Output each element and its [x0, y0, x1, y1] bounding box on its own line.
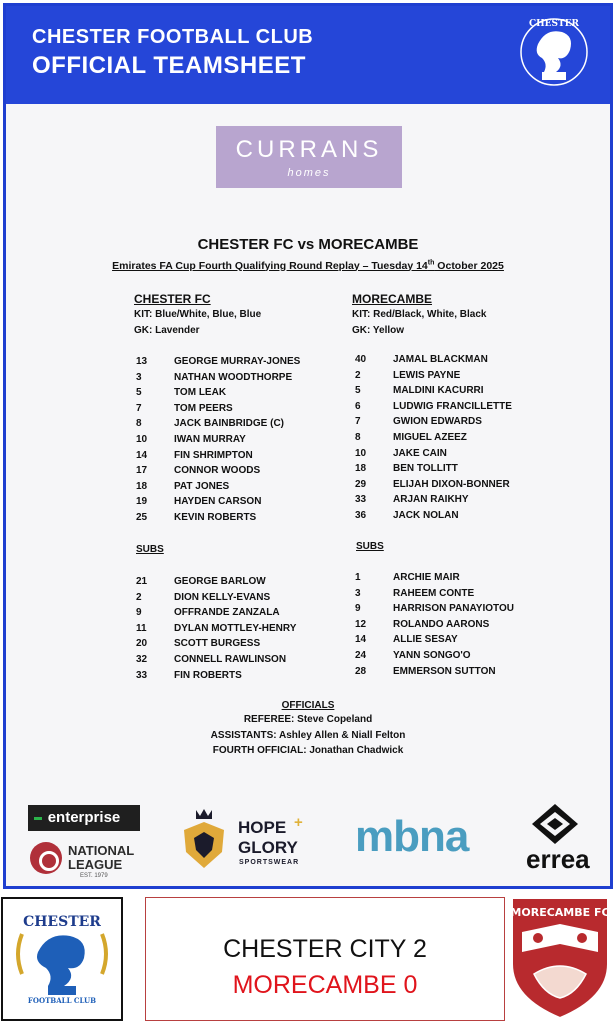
- player-name: BEN TOLLITT: [393, 463, 458, 475]
- player-number: 32: [136, 653, 148, 665]
- player-row: [355, 510, 555, 526]
- player-name: PAT JONES: [174, 480, 230, 492]
- away-result: MORECAMBE 0: [232, 971, 418, 999]
- player-row: [355, 479, 555, 495]
- player-row: [136, 576, 336, 592]
- player-number: 17: [136, 465, 148, 477]
- player-row: [136, 512, 336, 528]
- away-starting-xi: [355, 354, 555, 526]
- morecambe-crest-title: MORECAMBE FC: [510, 906, 610, 919]
- player-number: 2: [136, 591, 142, 603]
- away-team-info: [352, 292, 486, 340]
- player-row: [136, 434, 336, 450]
- match-subtitle: Emirates FA Cup Fourth Qualifying Round Replay – Tuesday 14th October 2025: [112, 259, 504, 272]
- player-number: 10: [136, 433, 148, 445]
- chester-lion-crest-icon: [8, 904, 116, 1014]
- player-row: [355, 650, 555, 666]
- enterprise-text: enterprise: [47, 809, 121, 826]
- player-number: 7: [355, 416, 361, 428]
- player-name: JACK NOLAN: [393, 509, 459, 521]
- player-row: [355, 385, 555, 401]
- player-number: 33: [355, 494, 367, 506]
- player-name: HAYDEN CARSON: [174, 496, 262, 508]
- player-name: DION KELLY-EVANS: [174, 591, 271, 603]
- player-row: [355, 572, 555, 588]
- player-number: 7: [136, 402, 142, 414]
- chester-lion-crest-icon: [518, 14, 590, 94]
- player-number: 29: [355, 478, 367, 490]
- player-name: ELIJAH DIXON-BONNER: [393, 478, 510, 490]
- player-number: 3: [136, 371, 142, 383]
- hope-plus: +: [294, 814, 303, 831]
- officials-block: [6, 700, 610, 761]
- currans-sponsor-logo: [216, 126, 402, 188]
- svg-text:CHESTER: CHESTER: [528, 19, 580, 29]
- player-name: FIN SHRIMPTON: [174, 449, 253, 461]
- teamsheet-title: OFFICIAL TEAMSHEET: [32, 52, 306, 79]
- player-row: [136, 654, 336, 670]
- morecambe-crest-icon: [506, 894, 614, 1022]
- player-number: 5: [355, 385, 361, 397]
- player-number: 33: [136, 669, 148, 681]
- teamsheet-header: [6, 6, 610, 104]
- player-number: 10: [355, 447, 367, 459]
- home-gk-kit: GK: Lavender: [134, 325, 200, 336]
- player-number: 8: [136, 418, 142, 430]
- national-league-est: EST. 1979: [80, 873, 108, 879]
- player-name: ARCHIE MAIR: [393, 572, 460, 583]
- player-number: 5: [136, 387, 142, 399]
- player-number: 11: [136, 622, 147, 634]
- sponsor-sub: homes: [287, 167, 331, 179]
- sponsor-name: CURRANS: [235, 136, 383, 163]
- player-row: [136, 450, 336, 466]
- player-name: GEORGE BARLOW: [174, 576, 266, 587]
- player-name: JAKE CAIN: [393, 447, 447, 459]
- player-name: ALLIE SESAY: [393, 634, 458, 646]
- player-row: [136, 623, 336, 639]
- player-name: EMMERSON SUTTON: [393, 665, 496, 677]
- player-number: 6: [355, 400, 361, 412]
- player-name: GEORGE MURRAY-JONES: [174, 356, 301, 367]
- player-number: 25: [136, 511, 148, 523]
- player-name: TOM LEAK: [174, 387, 227, 399]
- home-kit: KIT: Blue/White, Blue, Blue: [134, 309, 262, 320]
- officials-heading: OFFICIALS: [281, 700, 335, 711]
- player-name: LEWIS PAYNE: [393, 369, 461, 381]
- home-team-name: CHESTER FC: [134, 292, 211, 306]
- player-number: 9: [355, 603, 361, 615]
- player-row: [355, 588, 555, 604]
- player-number: 21: [136, 576, 148, 587]
- match-title: CHESTER FC vs MORECAMBE: [197, 236, 419, 253]
- home-starting-xi: [136, 356, 336, 528]
- player-row: [355, 432, 555, 448]
- player-number: 28: [355, 665, 367, 677]
- player-row: [355, 416, 555, 432]
- player-row: [136, 403, 336, 419]
- player-row: [136, 607, 336, 623]
- player-row: [136, 481, 336, 497]
- player-name: JAMAL BLACKMAN: [393, 354, 488, 365]
- away-substitutes: [355, 572, 555, 681]
- player-row: [136, 670, 336, 686]
- player-name: NATHAN WOODTHORPE: [174, 371, 293, 383]
- mbna-logo: mbna: [355, 812, 469, 861]
- player-row: [355, 401, 555, 417]
- national-league-rose-icon: [30, 842, 62, 874]
- chester-crest: [1, 897, 123, 1021]
- player-name: JACK BAINBRIDGE (C): [174, 418, 284, 430]
- player-row: [136, 592, 336, 608]
- sportswear-text: SPORTSWEAR: [239, 859, 300, 866]
- player-number: 18: [136, 480, 148, 492]
- player-number: 14: [136, 449, 148, 461]
- player-row: [136, 418, 336, 434]
- player-row: [136, 372, 336, 388]
- player-number: 40: [355, 354, 367, 365]
- home-result: CHESTER CITY 2: [223, 935, 427, 963]
- errea-text: errea: [526, 844, 590, 874]
- player-row: [355, 634, 555, 650]
- player-name: SCOTT BURGESS: [174, 638, 261, 650]
- home-team-info: [134, 292, 261, 340]
- player-row: [355, 494, 555, 510]
- player-row: [355, 448, 555, 464]
- result-box: [145, 897, 505, 1021]
- teamsheet: [3, 3, 613, 889]
- national-league-text-1: NATIONAL: [68, 843, 135, 858]
- player-number: 1: [355, 572, 361, 583]
- player-name: FIN ROBERTS: [174, 669, 242, 681]
- assistants: ASSISTANTS: Ashley Allen & Niall Felton: [210, 729, 406, 741]
- chester-crest-top: CHESTER: [23, 914, 101, 930]
- player-number: 2: [355, 369, 361, 381]
- lion-crown-icon: [178, 806, 230, 870]
- player-name: MALDINI KACURRI: [393, 385, 484, 397]
- player-name: DYLAN MOTTLEY-HENRY: [174, 622, 297, 634]
- player-name: KEVIN ROBERTS: [174, 511, 257, 523]
- player-number: 14: [355, 634, 367, 646]
- player-row: [136, 387, 336, 403]
- errea-logo-icon: [530, 802, 580, 846]
- player-name: IWAN MURRAY: [174, 433, 246, 445]
- enterprise-logo: [28, 805, 140, 831]
- home-substitutes: [136, 576, 336, 685]
- player-name: LUDWIG FRANCILLETTE: [393, 400, 512, 412]
- national-league-text-2: LEAGUE: [68, 857, 123, 872]
- player-name: HARRISON PANAYIOTOU: [393, 603, 514, 615]
- club-name: CHESTER FOOTBALL CLUB: [32, 26, 314, 48]
- player-row: [136, 465, 336, 481]
- player-number: 36: [355, 509, 367, 521]
- player-row: [355, 619, 555, 635]
- player-row: [355, 354, 555, 370]
- fourth-official: FOURTH OFFICIAL: Jonathan Chadwick: [212, 745, 404, 756]
- player-name: YANN SONGO'O: [393, 649, 471, 661]
- away-team-name: MORECAMBE: [352, 292, 432, 306]
- player-row: [136, 356, 336, 372]
- home-subs-label: SUBS: [136, 544, 164, 555]
- player-name: RAHEEM CONTE: [393, 587, 475, 599]
- player-number: 3: [355, 587, 361, 599]
- player-number: 12: [355, 618, 367, 630]
- player-row: [355, 463, 555, 479]
- player-number: 8: [355, 431, 361, 443]
- referee: REFEREE: Steve Copeland: [243, 714, 373, 725]
- player-name: CONNELL RAWLINSON: [174, 653, 287, 665]
- player-row: [136, 638, 336, 654]
- player-number: 9: [136, 607, 142, 619]
- player-name: MIGUEL AZEEZ: [393, 431, 467, 443]
- player-name: OFFRANDE ZANZALA: [174, 607, 280, 619]
- player-name: ROLANDO AARONS: [393, 618, 490, 630]
- player-name: CONNOR WOODS: [174, 465, 261, 477]
- player-number: 24: [355, 649, 367, 661]
- national-league-logo: [28, 838, 148, 882]
- player-row: [136, 496, 336, 512]
- away-kit: KIT: Red/Black, White, Black: [352, 309, 487, 320]
- player-name: ARJAN RAIKHY: [393, 494, 469, 506]
- player-number: 18: [355, 463, 367, 475]
- player-row: [355, 603, 555, 619]
- away-gk-kit: GK: Yellow: [352, 325, 405, 336]
- player-name: GWION EDWARDS: [393, 416, 482, 428]
- player-number: 19: [136, 496, 148, 508]
- player-row: [355, 666, 555, 682]
- player-number: 13: [136, 356, 148, 367]
- chester-crest-bottom: FOOTBALL CLUB: [27, 996, 97, 1005]
- player-name: TOM PEERS: [174, 402, 233, 414]
- player-number: 20: [136, 638, 148, 650]
- away-subs-label: SUBS: [356, 541, 384, 552]
- hope-text: HOPE: [238, 818, 287, 837]
- player-row: [355, 370, 555, 386]
- glory-text: GLORY: [238, 838, 298, 857]
